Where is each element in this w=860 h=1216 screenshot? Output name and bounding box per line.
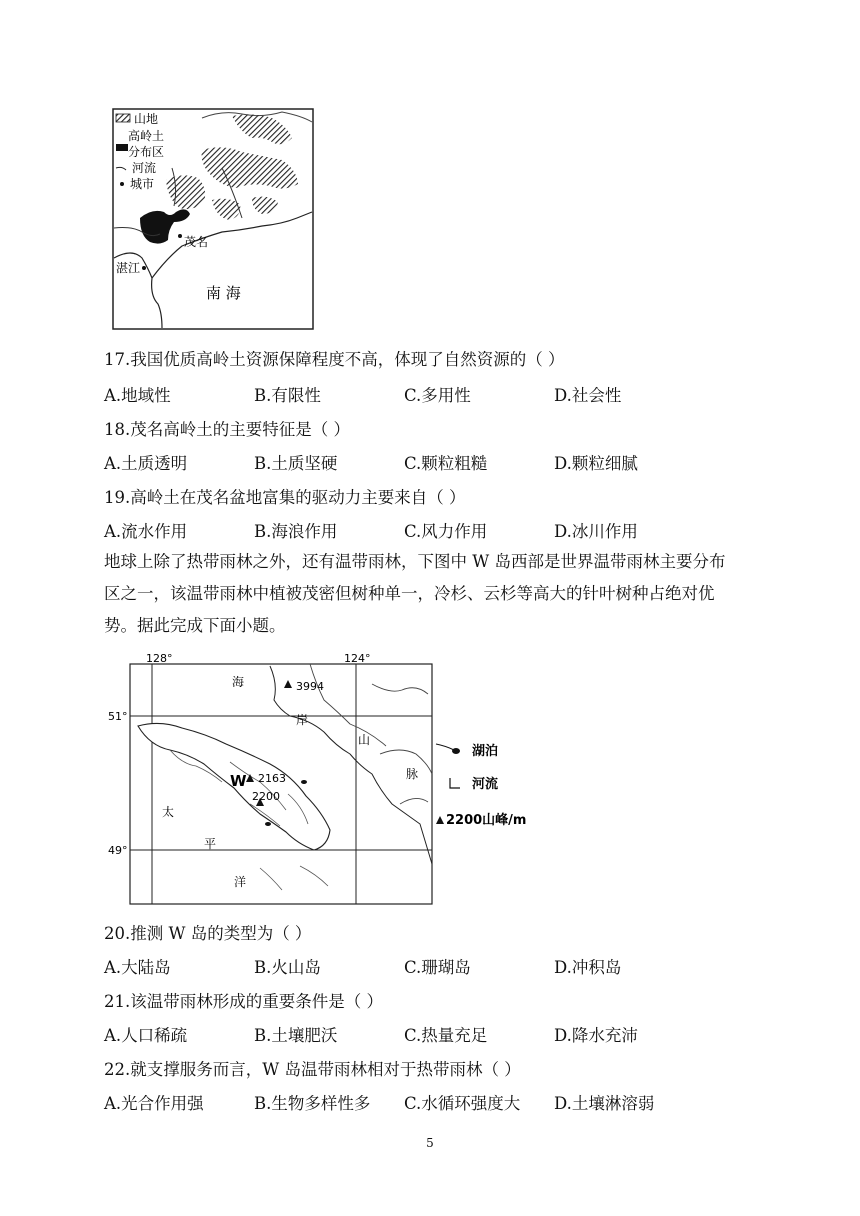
- option-18a[interactable]: A.土质透明: [104, 454, 188, 473]
- option-19d[interactable]: D.冰川作用: [554, 522, 638, 541]
- legend-river: 河流: [472, 777, 499, 792]
- option-21d[interactable]: D.降水充沛: [554, 1026, 638, 1045]
- peak-3994: 3994: [296, 680, 324, 693]
- option-19b[interactable]: B.海浪作用: [254, 522, 338, 541]
- question-17: 17.我国优质高岭土资源保障程度不高，体现了自然资源的（ ）: [104, 350, 565, 369]
- label-ping: 平: [204, 837, 217, 851]
- option-19a[interactable]: A.流水作用: [104, 522, 188, 541]
- option-20b[interactable]: B.火山岛: [254, 958, 321, 977]
- legend-kaolin-area: 分布区: [128, 145, 165, 159]
- passage-line: 地球上除了热带雨林之外，还有温带雨林，下图中 W 岛西部是世界温带雨林主要分布: [104, 552, 726, 571]
- island-label: W: [230, 772, 247, 790]
- place-zhanjiang: 湛江: [116, 261, 141, 275]
- option-18d[interactable]: D.颗粒细腻: [554, 454, 638, 473]
- legend-kaolin: 高岭土: [128, 129, 165, 143]
- question-20: 20.推测 W 岛的类型为（ ）: [104, 924, 312, 943]
- option-17b[interactable]: B.有限性: [254, 386, 321, 405]
- map2-legend: [436, 743, 526, 828]
- option-20d[interactable]: D.冲积岛: [554, 958, 622, 977]
- question-18: 18.茂名高岭土的主要特征是（ ）: [104, 420, 350, 439]
- sea-label: 南 海: [206, 284, 241, 302]
- peak-2163: 2163: [258, 772, 286, 785]
- label-shan: 山: [358, 733, 371, 747]
- option-21a[interactable]: A.人口稀疏: [104, 1026, 188, 1045]
- passage: [104, 546, 756, 642]
- option-18c[interactable]: C.颗粒粗糙: [404, 454, 488, 473]
- page-number: 5: [426, 1136, 434, 1150]
- option-22a[interactable]: A.光合作用强: [104, 1094, 204, 1113]
- question-22: 22.就支撑服务而言，W 岛温带雨林相对于热带雨林（ ）: [104, 1060, 521, 1079]
- option-22c[interactable]: C.水循环强度大: [404, 1094, 521, 1113]
- lake-marker: [301, 780, 307, 784]
- kaolin-map: [112, 108, 314, 330]
- option-21c[interactable]: C.热量充足: [404, 1026, 488, 1045]
- passage-line: 区之一，该温带雨林中植被茂密但树种单一，冷杉、云杉等高大的针叶树种占绝对优: [104, 584, 715, 603]
- city-marker: [142, 266, 146, 270]
- label-mai: 脉: [406, 767, 419, 781]
- lon-label-128: 128°: [146, 652, 173, 665]
- option-20c[interactable]: C.珊瑚岛: [404, 958, 471, 977]
- label-an: 岸: [296, 713, 309, 727]
- legend-peak: 2200山峰/m: [446, 813, 527, 828]
- question-19: 19.高岭土在茂名盆地富集的驱动力主要来自（ ）: [104, 488, 466, 507]
- place-maoming: 茂名: [184, 235, 209, 249]
- legend-city: 城市: [130, 177, 155, 191]
- lat-label-51: 51°: [108, 710, 128, 723]
- legend-mountain: 山地: [134, 112, 159, 126]
- peak-2200: 2200: [252, 790, 280, 803]
- label-hai: 海: [232, 675, 245, 689]
- question-21: 21.该温带雨林形成的重要条件是（ ）: [104, 992, 383, 1011]
- option-22b[interactable]: B.生物多样性多: [254, 1094, 371, 1113]
- passage-line: 势。据此完成下面小题。: [104, 616, 286, 635]
- legend-lake: 湖泊: [472, 744, 499, 759]
- option-17c[interactable]: C.多用性: [404, 386, 471, 405]
- w-island-map: [110, 654, 540, 906]
- option-20a[interactable]: A.大陆岛: [104, 958, 171, 977]
- label-tai: 太: [162, 805, 175, 819]
- label-yang: 洋: [234, 875, 247, 889]
- lat-label-49: 49°: [108, 844, 128, 857]
- lake-marker: [265, 822, 271, 826]
- option-19c[interactable]: C.风力作用: [404, 522, 488, 541]
- city-marker: [178, 234, 182, 238]
- option-18b[interactable]: B.土质坚硬: [254, 454, 338, 473]
- lon-label-124: 124°: [344, 652, 371, 665]
- option-17a[interactable]: A.地域性: [104, 386, 171, 405]
- legend-river: 河流: [132, 161, 157, 175]
- option-17d[interactable]: D.社会性: [554, 386, 622, 405]
- option-21b[interactable]: B.土壤肥沃: [254, 1026, 338, 1045]
- option-22d[interactable]: D.土壤淋溶弱: [554, 1094, 655, 1113]
